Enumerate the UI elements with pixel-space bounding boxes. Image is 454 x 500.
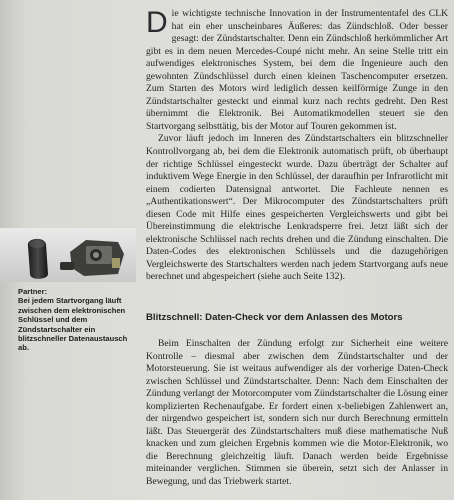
photo-caption [18, 287, 136, 353]
paragraph-2: Zuvor läuft jedoch im Inneren des Zündstartschalters ein blitzschneller Kontrollvorgang ab, bei dem die Elektronik automatisch prüft, ob überhaupt der richtige Schlüssel eingesteckt wurde. Dazu überträgt der Schalter auf induktivem Wege Energie in den Schlüssel, der daraufhin per Infrarotlicht mit einem codierten Datensignal antwortet. Die Fachleute nennen es „Authentikationswert“. Der Mikrocomputer des Zündstartschalters prüft diesen Code mit Hilfe eines gespeicherten Vergleichswerts und gibt bei Übereinstimmung die elektrische Lenkradsperre frei. Jetzt läßt sich der elektronische Schlüssel nach rechts drehen und die Zündung einschalten. Die Daten-Codes des elektronischen Schlüssels und die dazugehörigen Vergleichswerte des Startschalters werden nach jedem Startvorgang aufs neue berechnet und abgespeichert (siehe auch Seite 132). [146, 133, 448, 283]
photo-illustration [0, 228, 136, 282]
paragraph-1 [146, 8, 448, 133]
paragraph-3: Beim Einschalten der Zündung erfolgt zur Sicherheit eine weitere Kontrolle – diesmal aber zwischen dem Zündstartschalter und der Motorsteuerung. Sie ist weitaus aufwendiger als der vorherige Daten-Check zwischen Schlüssel und Zündstartschalter. Denn: Nach dem Einschalten der Zündung verlangt der Motorcomputer vom Zündstartschalter die Lösung einer komplizierten Rechenaufgabe. Er fordert einen x-beliebigen Zahlenwert an, der nirgendwo gespeichert ist, sondern sich nur durch Berechnung ermitteln läßt. Das Steuergerät des Zündstartschalters muß diese mathematische Nuß knacken und zum gleichen Ergebnis kommen wie die Motor-Elektronik, wo die Berechnung gleichzeitig läuft. Danach werden beide Ergebnisse miteinander verglichen. Stimmen sie überein, setzt sich der Anlasser in Bewegung, und das Triebwerk startet. [146, 338, 448, 488]
article-body-top [146, 8, 448, 284]
key-and-switch-photo [0, 228, 136, 282]
caption-title: Partner: [18, 287, 48, 296]
paragraph-1-text: ie wichtigste technische Innovation in der Instrumententafel des CLK hat ein eher unscheinbares Äußeres: das Zündschloß. Oder besser gesagt: der Zündstartschalter. Denn ein Zündschloß herkömmlicher Art gibt es in dem neuen Mercedes-Coupé nicht mehr. An seine Stelle tritt ein aufwendiges elektronisches System, bei dem die Ingenieure auch den gewohnten Zündschlüssel durch einen kleinen Taschencomputer ersetzen. Zum Starten des Motors wird lediglich dessen keilförmige Zunge in den Zündstartschalter gesteckt und einmal kurz nach rechts gedreht. Den Rest übernimmt die Elektronik. Bei Automatikmodellen steuert sie den Startvorgang selbsttätig, bis der Motor auf Touren gekommen ist. [146, 8, 448, 132]
drop-cap: D [146, 6, 168, 39]
section-heading: Blitzschnell: Daten-Check vor dem Anlassen des Motors [146, 312, 403, 323]
article-body-bottom [146, 338, 448, 489]
caption-body: Bei jedem Startvorgang läuft zwischen dem elektronischen Schlüssel und dem Zündstartschalter ein blitzschneller Datenaustausch ab. [18, 296, 128, 353]
